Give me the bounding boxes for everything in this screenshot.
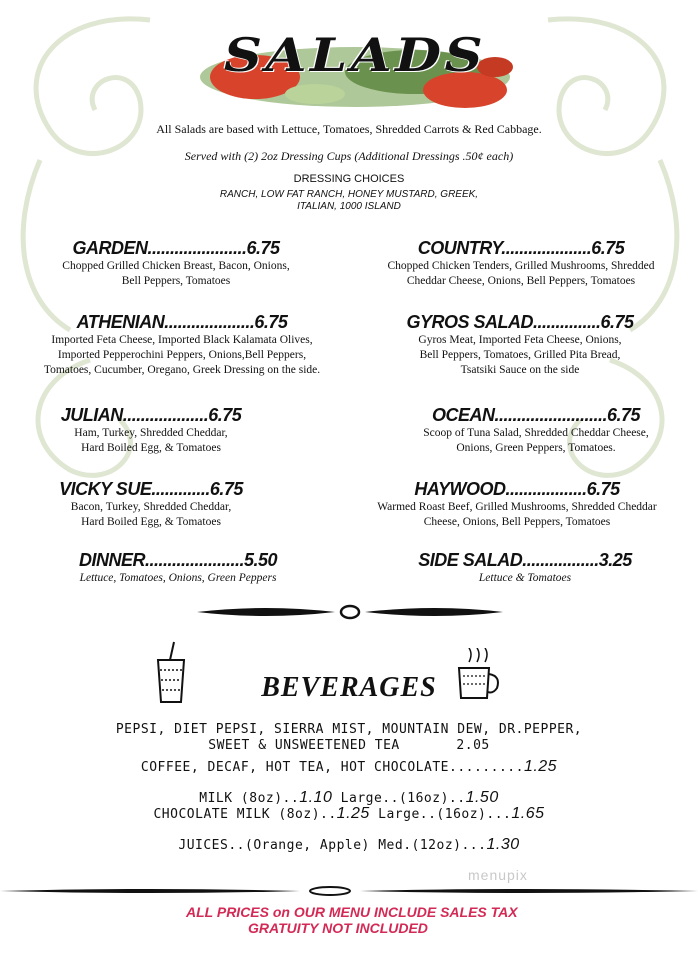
menu-item-julian [8, 405, 294, 456]
item-description: Lettuce & Tomatoes [478, 572, 572, 584]
tea-price: 2.05 [456, 738, 490, 753]
item-title: JULIAN...................6.75 [60, 405, 242, 425]
milk-price-large: 1.50 [465, 789, 499, 806]
menu-item-side-salad [380, 550, 670, 586]
item-description: Scoop of Tuna Salad, Shredded Cheddar Cheese, [423, 427, 649, 439]
menu-item-gyros-salad [360, 312, 680, 378]
coffee-line [0, 758, 698, 776]
ornamental-divider [195, 602, 505, 622]
chocolate-milk-large-label: Large..(16oz)... [369, 807, 512, 822]
dressing-cups-note: Served with (2) 2oz Dressing Cups (Additional Dressings .50¢ each) [184, 149, 514, 163]
milk-price-small: 1.10 [299, 789, 333, 806]
item-title: ATHENIAN....................6.75 [76, 312, 288, 332]
item-title: DINNER......................5.50 [78, 550, 278, 570]
item-title: SIDE SALAD.................3.25 [418, 550, 632, 570]
watermark: menupix [468, 867, 528, 883]
milk-label: MILK (8oz).. [199, 791, 300, 806]
chocolate-milk-price-large: 1.65 [511, 805, 545, 822]
item-description: Warmed Roast Beef, Grilled Mushrooms, Shredded Cheddar [377, 501, 657, 513]
item-description: Gyros Meat, Imported Feta Cheese, Onions, [418, 334, 622, 346]
menu-item-haywood [340, 479, 694, 530]
page-title: SALADS [223, 28, 487, 82]
item-title: VICKY SUE.............6.75 [59, 479, 243, 499]
juice-line [0, 836, 698, 854]
menu-item-vicky-sue [8, 479, 294, 530]
milk-large-label: Large..(16oz).. [332, 791, 466, 806]
item-description: Bell Peppers, Tomatoes [121, 275, 231, 287]
dressing-choices-line-1: RANCH, LOW FAT RANCH, HONEY MUSTARD, GREEK, [219, 189, 479, 200]
chocolate-milk-line [0, 805, 698, 823]
juice-label: JUICES..(Orange, Apple) Med.(12oz)... [178, 838, 487, 853]
item-title: OCEAN.........................6.75 [431, 405, 641, 425]
beverages-heading: BEVERAGES [261, 672, 437, 703]
ornamental-divider-bottom [0, 882, 698, 900]
menu-item-ocean [376, 405, 696, 456]
chocolate-milk-label: CHOCOLATE MILK (8oz).. [153, 807, 337, 822]
tea-label: SWEET & UNSWEETENED TEA [208, 738, 400, 753]
item-description: Ham, Turkey, Shredded Cheddar, [74, 427, 228, 439]
menu-item-garden [8, 238, 344, 289]
menu-item-country [348, 238, 694, 289]
item-description: Imported Pepperochini Peppers, Onions,Bell Peppers, [57, 349, 307, 361]
menu-item-athenian [6, 312, 358, 378]
gratuity-note: GRATUITY NOT INCLUDED [248, 920, 428, 936]
coffee-label: COFFEE, DECAF, HOT TEA, HOT CHOCOLATE......... [140, 760, 524, 775]
dressing-choices-line-2: ITALIAN, 1000 ISLAND [297, 201, 401, 212]
coffee-price: 1.25 [523, 758, 558, 775]
item-title: GARDEN......................6.75 [72, 238, 280, 258]
salad-base-note: All Salads are based with Lettuce, Tomatoes, Shredded Carrots & Red Cabbage. [156, 122, 542, 136]
item-description: Onions, Green Peppers, Tomatoes. [456, 442, 616, 454]
chocolate-milk-price-small: 1.25 [336, 805, 370, 822]
item-description: Imported Feta Cheese, Imported Black Kalamata Olives, [51, 334, 313, 346]
item-description: Hard Boiled Egg, & Tomatoes [81, 516, 221, 528]
item-title: HAYWOOD..................6.75 [414, 479, 620, 499]
menu-item-dinner [8, 550, 348, 586]
item-description: Hard Boiled Egg, & Tomatoes [81, 442, 221, 454]
item-description: Bacon, Turkey, Shredded Cheddar, [70, 501, 232, 513]
soda-list-line: PEPSI, DIET PEPSI, SIERRA MIST, MOUNTAIN DEW, DR.PEPPER, [115, 722, 583, 737]
item-description: Chopped Chicken Tenders, Grilled Mushrooms, Shredded [387, 260, 655, 272]
item-title: GYROS SALAD...............6.75 [406, 312, 634, 332]
item-description: Bell Peppers, Tomatoes, Grilled Pita Bread, [419, 349, 621, 361]
item-description: Tsatsiki Sauce on the side [460, 364, 580, 376]
tea-line [0, 738, 698, 753]
item-description: Cheddar Cheese, Onions, Bell Peppers, Tomatoes [406, 275, 636, 287]
sales-tax-note: ALL PRICES on OUR MENU INCLUDE SALES TAX [186, 904, 518, 920]
item-description: Lettuce, Tomatoes, Onions, Green Peppers [79, 572, 277, 584]
item-description: Cheese, Onions, Bell Peppers, Tomatoes [423, 516, 611, 528]
dressing-choices-heading: DRESSING CHOICES [293, 173, 405, 185]
item-description: Chopped Grilled Chicken Breast, Bacon, Onions, [62, 260, 290, 272]
item-title: COUNTRY....................6.75 [417, 238, 625, 258]
juice-price: 1.30 [486, 836, 520, 853]
item-description: Tomatoes, Cucumber, Oregano, Greek Dressing on the side. [43, 364, 321, 376]
